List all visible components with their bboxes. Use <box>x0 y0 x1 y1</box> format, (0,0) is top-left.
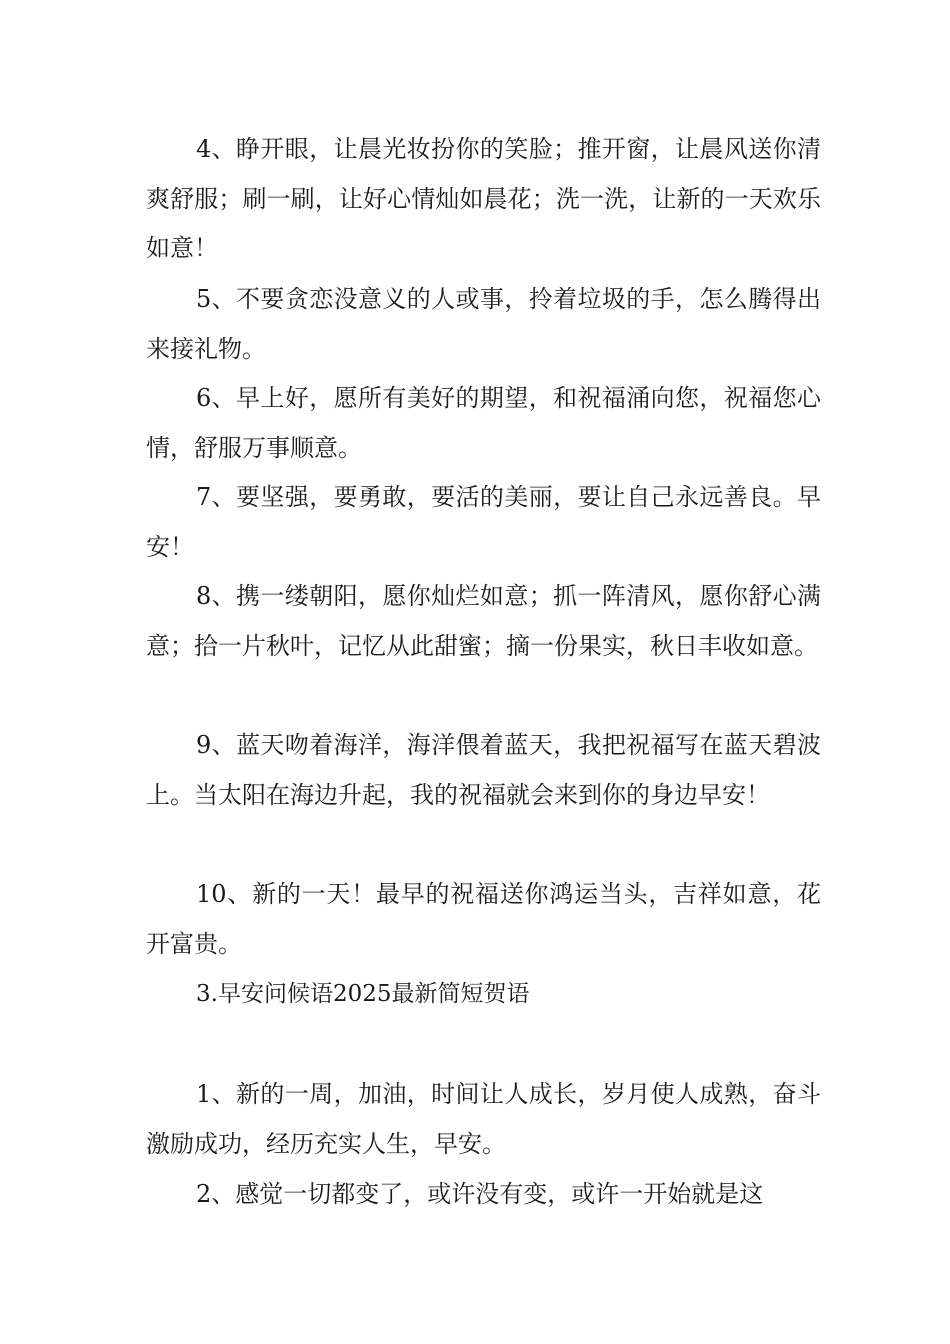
paragraph-b2: 2、感觉一切都变了，或许没有变，或许一开始就是这 <box>196 1180 764 1208</box>
paragraph-7: 7、要坚强，要勇敢，要活的美丽，要让自己永远善良。早安！ <box>146 483 821 561</box>
paragraph-8: 8、携一缕朝阳，愿你灿烂如意；抓一阵清风，愿你舒心满意；拾一片秋叶，记忆从此甜蜜；摘一份果实，秋日丰收如意。 <box>146 582 821 660</box>
paragraph-10: 10、新的一天！最早的祝福送你鸿运当头，吉祥如意，花开富贵。 <box>146 880 821 958</box>
paragraph-4: 4、睁开眼，让晨光妆扮你的笑脸；推开窗，让晨风送你清爽舒服；刷一刷，让好心情灿如晨花；洗一洗，让新的一天欢乐如意！ <box>146 135 821 262</box>
paragraph-9: 9、蓝天吻着海洋，海洋偎着蓝天，我把祝福写在蓝天碧波上。当太阳在海边升起，我的祝福就会来到你的身边早安！ <box>146 731 821 809</box>
paragraph-5: 5、不要贪恋没意义的人或事，拎着垃圾的手，怎么腾得出来接礼物。 <box>146 285 821 363</box>
paragraph-6: 6、早上好，愿所有美好的期望，和祝福涌向您，祝福您心情，舒服万事顺意。 <box>146 384 821 462</box>
section-heading: 3.早安问候语2025最新简短贺语 <box>196 981 530 1007</box>
paragraph-b1: 1、新的一周，加油，时间让人成长，岁月使人成熟，奋斗激励成功，经历充实人生，早安。 <box>146 1080 821 1158</box>
